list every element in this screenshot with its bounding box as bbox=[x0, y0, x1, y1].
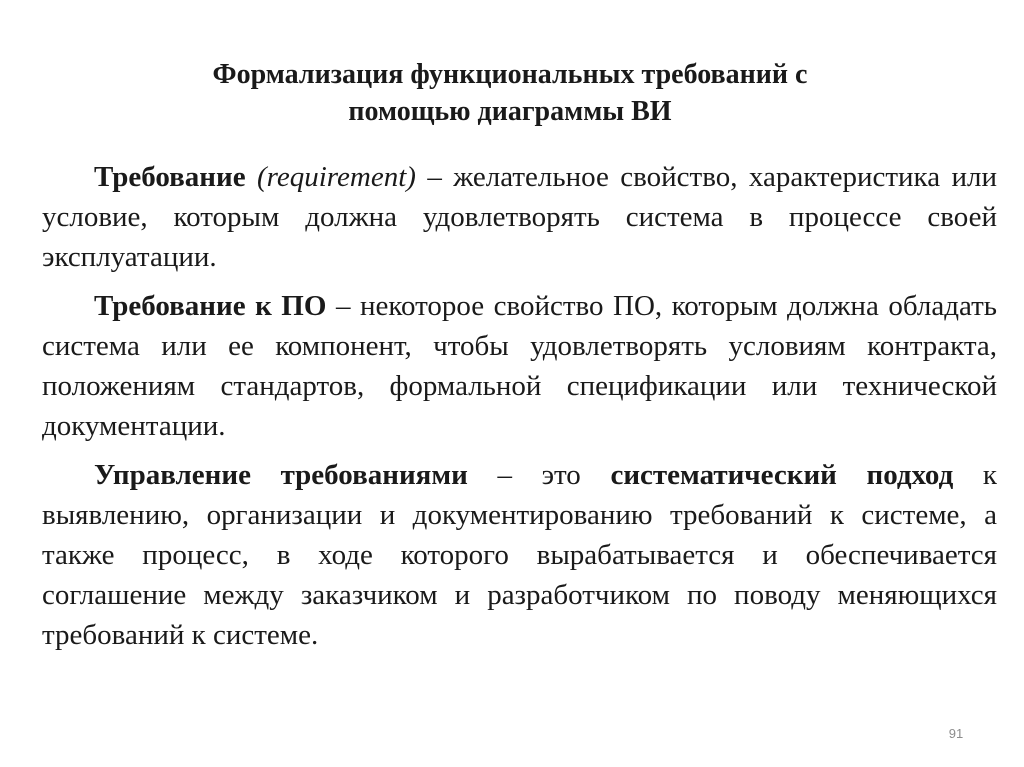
definition-software-requirement: – некоторое свойство ПО, которым должна обладать система или ее компонент, чтобы удовлетворять условиям контракта, положениям стандартов, формальной спецификации или технической документации. bbox=[42, 290, 997, 442]
definition-requirements-management: к выявлению, организации и документированию требований к системе, а также процесс, в ходе которого вырабатывается и обеспечивается соглашение между заказчиком и разработчиком по поводу меняющихся требований к системе. bbox=[42, 459, 997, 651]
slide-title: Формализация функциональных требований с помощью диаграммы ВИ bbox=[212, 59, 808, 127]
page-number: 91 bbox=[948, 726, 964, 741]
term-requirements-management: Управление требованиями bbox=[94, 459, 468, 491]
term-requirement: Требование bbox=[94, 161, 246, 193]
term-software-requirement: Требование к ПО bbox=[94, 290, 327, 322]
paragraph-software-requirement bbox=[42, 286, 997, 446]
paragraph-requirement-definition bbox=[42, 157, 997, 277]
term-note-requirement: (requirement) bbox=[257, 161, 416, 193]
definition-requirement: – желательное свойство, характеристика или условие, которым должна удовлетворять система в процессе своей эксплуатации. bbox=[42, 161, 998, 273]
emphasis-systematic-approach: систематический подход bbox=[610, 459, 954, 491]
definition-intro: – это bbox=[467, 459, 611, 491]
paragraph-requirements-management bbox=[42, 455, 997, 655]
slide-body bbox=[42, 157, 997, 664]
